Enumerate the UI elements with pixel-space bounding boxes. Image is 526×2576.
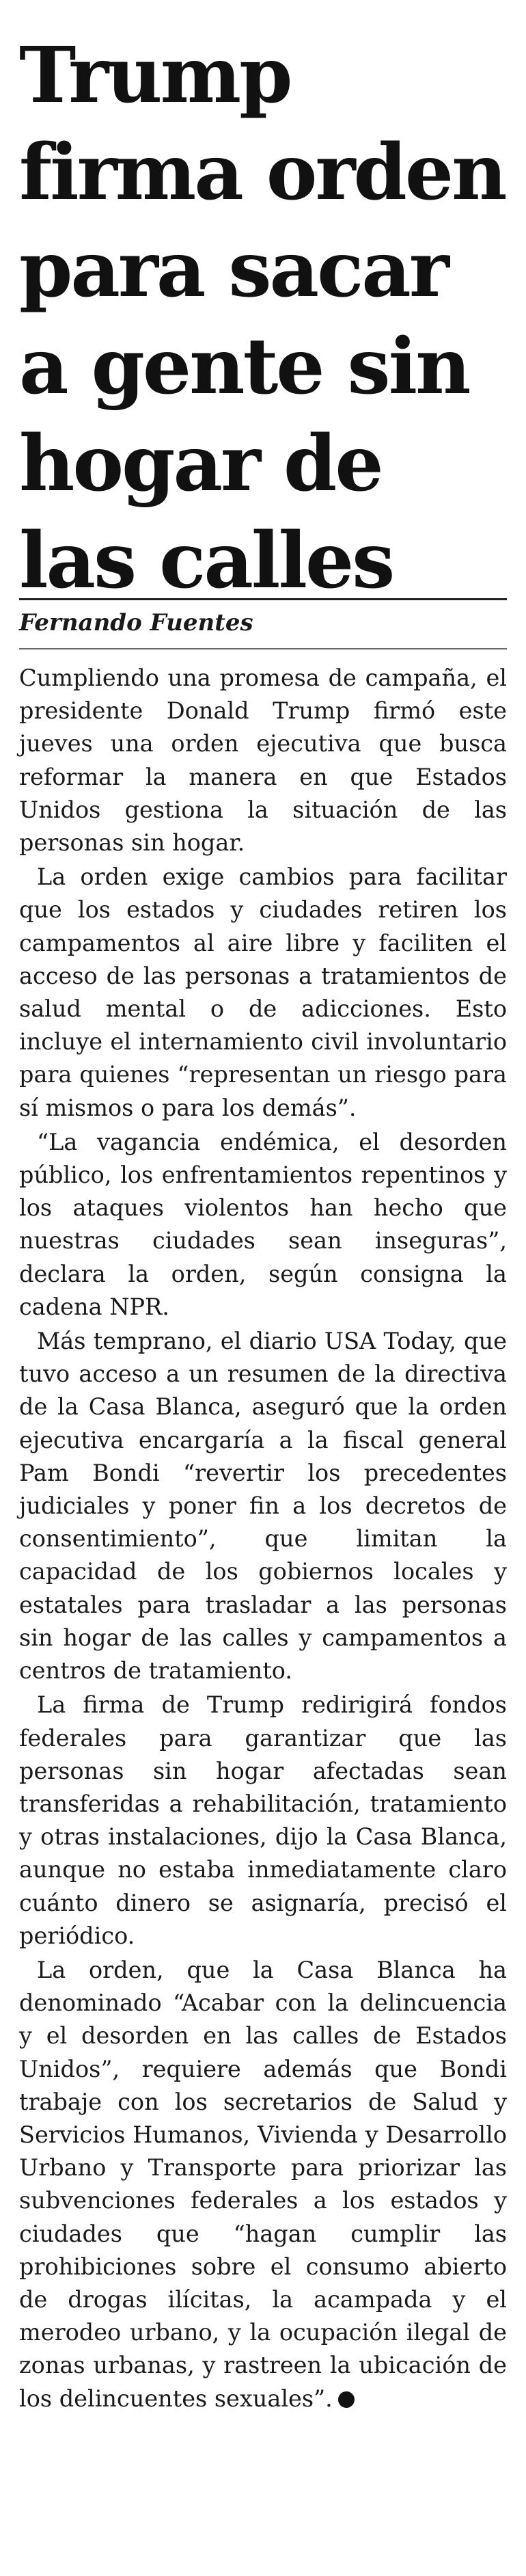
article-paragraph-2: La orden exige cambios para facilitar que los estados y ciudades retiren los campamentos al aire libre y faciliten el acceso de las personas a tratamientos de salud mental o de adicciones. Esto incluye el internamiento civil involuntario para quienes “representan un riesgo para sí mismos o para los demás”. — [19, 863, 507, 1121]
article-paragraph-5: La firma de Trump redirigirá fondos federales para garantizar que las personas sin hogar afectadas sean transferidas a rehabilitación, tratamiento y otras instalaciones, dijo la Casa Blanca, aunque no estaba inmediatamente claro cuánto dinero se asignaría, precisó el periódico. — [19, 1691, 507, 1949]
article-paragraph-1: Cumpliendo una promesa de campaña, el presidente Donald Trump firmó este jueves una orden ejecutiva que busca reformar la manera en que Estados Unidos gestiona la situación de las personas sin hogar. — [19, 665, 507, 857]
article-byline: Fernando Fuentes — [19, 609, 253, 636]
byline-top-rule — [19, 598, 507, 600]
article-headline: Trump firma orden para sacar a gente sin hogar de las calles — [19, 31, 506, 606]
end-mark-icon — [338, 2391, 355, 2408]
byline-bottom-rule — [19, 648, 507, 649]
article-paragraph-4: Más temprano, el diario USA Today, que tuvo acceso a un resumen de la directiva de la Casa Blanca, aseguró que la orden ejecutiva encargaría a la fiscal general Pam Bondi “revertir los precedentes judiciales y poner fin a los decretos de consentimiento”, que limitan la capacidad de los gobiernos locales y estatales para trasladar a las personas sin hogar de las calles y campamentos a centros de tratamiento. — [19, 1328, 507, 1685]
article-paragraph-6 — [19, 1954, 507, 2415]
article-paragraph-6-text: La orden, que la Casa Blanca ha denominado “Acabar con la delincuencia y el desorden en las calles de Estados Unidos”, requiere además que Bondi trabaje con los secretarios de Salud y Servicios Humanos, Vivienda y Desarrollo Urbano y Transporte para priorizar las subvenciones federales a los estados y ciudades que “hagan cumplir las prohibiciones sobre el consumo abierto de drogas ilícitas, la acampada y el merodeo urbano, y la ocupación ilegal de zonas urbanas, y rastreen la ubicación de los delincuentes sexuales”. — [19, 1956, 507, 2412]
article-paragraph-3: “La vagancia endémica, el desorden público, los enfrentamientos repentinos y los ataques violentos han hecho que nuestras ciudades sean inseguras”, declara la orden, según consigna la cadena NPR. — [19, 1128, 507, 1320]
article-body — [19, 662, 507, 2417]
